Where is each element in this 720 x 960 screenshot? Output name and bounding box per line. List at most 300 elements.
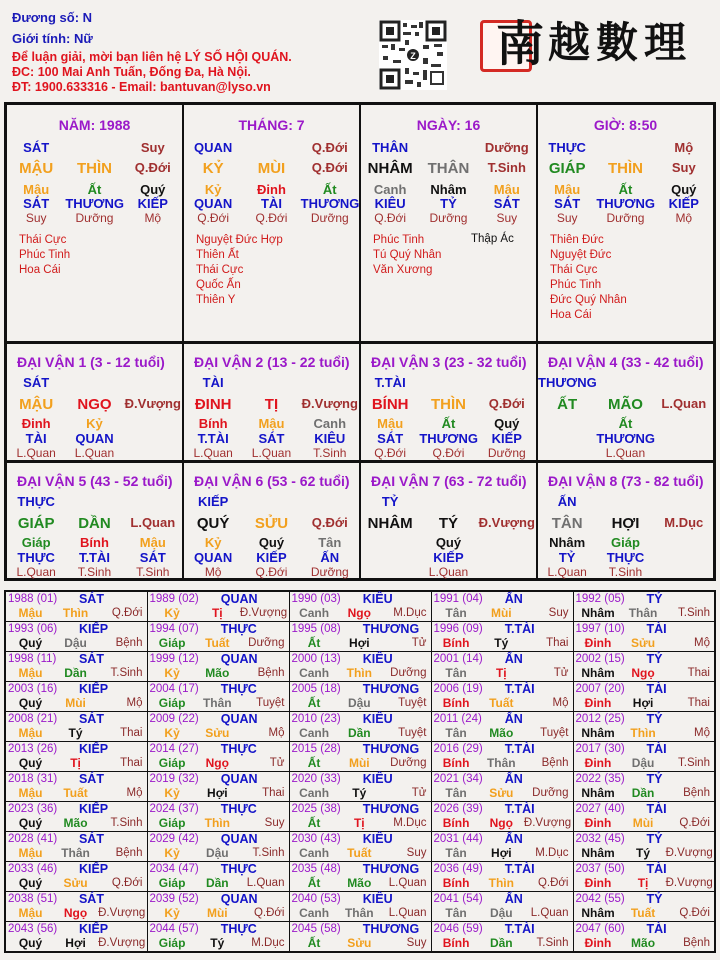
year-line-2: [150, 726, 287, 741]
year-cell[interactable]: [431, 622, 573, 652]
year-line-1: [150, 892, 287, 906]
year-line-1: [292, 682, 429, 696]
earthly-branch: Tý: [494, 636, 509, 650]
heavenly-stem: Bính: [442, 816, 470, 830]
hidden-stem: Giáp: [611, 535, 640, 550]
ten-god: TÀI: [646, 682, 667, 696]
hidden-phase: Suy: [496, 211, 518, 225]
year-cell[interactable]: [147, 862, 289, 892]
hidden-phase-row: [538, 565, 713, 579]
qr-code-icon[interactable]: [379, 20, 447, 90]
year-cell[interactable]: [573, 802, 715, 832]
earthly-branch: Tị: [211, 606, 223, 620]
hidden-phase: Mộ: [675, 211, 693, 225]
hidden-god: SÁT: [139, 550, 166, 565]
god-phase: Q.Đới: [311, 140, 348, 155]
year-row: [5, 742, 715, 772]
year-label: 1991 (04): [433, 593, 483, 605]
year-cell[interactable]: [5, 772, 147, 802]
auspicious-stars: [550, 233, 627, 323]
hidden-god: T.TÀI: [78, 550, 110, 565]
hidden-phase: Dưỡng: [429, 211, 468, 225]
year-line-1: [150, 772, 287, 786]
ten-god: KIẾP: [197, 494, 229, 509]
life-phase: Dưỡng: [532, 787, 569, 799]
life-phase: Thai: [262, 787, 285, 799]
year-cell[interactable]: [289, 862, 431, 892]
earthly-branch: Ngọ: [63, 906, 88, 920]
year-line-2: [8, 936, 145, 951]
year-cell[interactable]: [147, 802, 289, 832]
year-cell[interactable]: [573, 922, 715, 953]
hidden-god-row: [184, 196, 359, 211]
auspicious-stars: [19, 233, 70, 278]
hidden-phase: Q.Đới: [432, 446, 465, 460]
star-item: Thiên Ất: [196, 249, 239, 261]
heavenly-stem: Đinh: [584, 816, 612, 830]
contact-phone-email[interactable]: ĐT: 1900.633316 - Email: bantuvan@lyso.vn: [12, 80, 271, 94]
ten-god: KIẾP: [78, 622, 109, 636]
life-phase: Suy: [548, 607, 569, 619]
year-cell[interactable]: [431, 682, 573, 712]
hidden-stem-row: [538, 535, 713, 550]
hidden-stem: Mậu: [139, 535, 166, 550]
life-phase: Q.Đới: [111, 877, 143, 889]
year-cell[interactable]: [573, 862, 715, 892]
year-cell[interactable]: [5, 862, 147, 892]
year-label: 2006 (19): [433, 683, 483, 695]
year-line-2: [576, 756, 713, 771]
year-label: 2017 (30): [575, 743, 625, 755]
star-item: Hoa Cái: [550, 309, 592, 321]
year-line-1: [434, 652, 571, 666]
hidden-god-row: [184, 431, 359, 446]
hidden-god-row: [538, 196, 713, 211]
year-cell[interactable]: [289, 622, 431, 652]
hidden-god: KIẾP: [668, 196, 699, 211]
life-phase: Đ.Vượng: [124, 396, 181, 411]
year-line-1: [576, 922, 713, 936]
earthly-branch: Sửu: [63, 876, 88, 890]
header: [0, 0, 720, 100]
year-cell[interactable]: [147, 832, 289, 862]
year-label: 1998 (11): [8, 653, 57, 665]
year-line-2: [8, 756, 145, 771]
hidden-stem: Tân: [318, 535, 342, 550]
year-line-1: [8, 682, 145, 696]
hidden-stem-row: [361, 416, 536, 431]
heavenly-stem: Bính: [442, 696, 470, 710]
year-label: 2027 (40): [575, 803, 625, 815]
four-pillars-grid: [4, 102, 716, 344]
ten-god: KIẾP: [78, 922, 109, 936]
hidden-phase: Dưỡng: [487, 446, 526, 460]
year-line-2: [434, 786, 571, 801]
dv-god-row: [7, 375, 182, 390]
life-phase: Thai: [546, 637, 569, 649]
hidden-phase-row: [538, 211, 713, 225]
year-cell[interactable]: [431, 862, 573, 892]
year-cell[interactable]: [573, 742, 715, 772]
year-cell[interactable]: [147, 742, 289, 772]
pillar-3: [538, 105, 713, 341]
year-label: 2039 (52): [149, 893, 199, 905]
ten-god: THỰC: [220, 622, 257, 636]
life-phase: L.Quan: [661, 396, 707, 411]
year-cell[interactable]: [289, 922, 431, 953]
hidden-god: THƯƠNG: [596, 431, 656, 446]
ten-god: T.TÀI: [504, 742, 535, 756]
dv-stem-branch-row: [538, 515, 713, 532]
hidden-god: KIẾP: [256, 550, 287, 565]
year-label: 2045 (58): [291, 923, 341, 935]
year-line-1: [8, 592, 145, 606]
year-cell[interactable]: [147, 772, 289, 802]
year-label: 1994 (07): [149, 623, 199, 635]
year-cell[interactable]: [5, 652, 147, 682]
earthly-branch: Tuất: [63, 786, 88, 800]
hidden-phase: Suy: [556, 211, 578, 225]
year-cell[interactable]: [431, 892, 573, 922]
life-phase: Q.Đới: [134, 160, 171, 175]
year-cell[interactable]: [431, 772, 573, 802]
ten-god: THƯƠNG: [362, 922, 420, 936]
ten-god: T.TÀI: [374, 375, 406, 390]
heavenly-stem: Ất: [307, 816, 321, 830]
year-line-1: [150, 682, 287, 696]
year-cell[interactable]: [147, 652, 289, 682]
ten-god: QUAN: [220, 652, 258, 666]
life-phase: L.Quan: [130, 515, 176, 530]
year-label: 2046 (59): [433, 923, 483, 935]
heavenly-stem: Nhâm: [581, 846, 615, 860]
spacer: [538, 446, 596, 460]
year-cell[interactable]: [289, 652, 431, 682]
year-line-2: [8, 696, 145, 711]
svg-text:Z: Z: [410, 51, 416, 61]
year-line-2: [150, 816, 287, 831]
year-line-2: [8, 876, 145, 891]
hidden-phase-row: [7, 446, 182, 460]
year-line-2: [434, 936, 571, 951]
bad-star-item: Thập Ác: [471, 233, 514, 245]
dai-van-title: ĐẠI VẬN 6 (53 - 62 tuổi): [194, 473, 350, 489]
year-label: 2030 (43): [291, 833, 341, 845]
year-label: 2040 (53): [291, 893, 341, 905]
dv-stem-branch-row: [184, 515, 359, 532]
dai-van-1[interactable]: [7, 344, 184, 460]
hidden-phase-row: [361, 211, 536, 225]
year-cell[interactable]: [147, 892, 289, 922]
earthly-branch: Tý: [636, 846, 651, 860]
year-label: 2023 (36): [8, 803, 58, 815]
earthly-branch: THÌN: [430, 396, 466, 413]
year-cell[interactable]: [5, 742, 147, 772]
life-phase: Suy: [671, 160, 696, 175]
year-line-2: [8, 816, 145, 831]
heavenly-stem: NHÂM: [367, 160, 413, 177]
year-cell[interactable]: [5, 922, 147, 953]
year-line-1: [576, 892, 713, 906]
heavenly-stem: Tân: [445, 666, 467, 680]
inauspicious-stars: [471, 233, 514, 245]
year-line-2: [150, 636, 287, 651]
life-phase: Suy: [406, 847, 427, 859]
earthly-branch: Tuất: [489, 696, 514, 710]
year-line-1: [150, 922, 287, 936]
hidden-stem: Mậu: [554, 182, 581, 197]
earthly-branch: Sửu: [347, 936, 372, 950]
year-cell[interactable]: [573, 832, 715, 862]
year-cell[interactable]: [573, 591, 715, 622]
ten-god: QUAN: [220, 892, 258, 906]
hidden-god-row: [7, 196, 182, 211]
ten-god: QUAN: [220, 832, 258, 846]
gender: Giới tính: Nữ: [12, 31, 93, 46]
year-cell[interactable]: [5, 892, 147, 922]
dai-van-8[interactable]: [538, 463, 713, 578]
hidden-stem: Mậu: [23, 182, 50, 197]
dv-god-row: [538, 375, 713, 390]
year-cell[interactable]: [5, 802, 147, 832]
star-item: Quốc Ấn: [196, 279, 241, 291]
heavenly-stem: Mậu: [18, 906, 43, 920]
heavenly-stem: Giáp: [158, 876, 186, 890]
year-line-2: [434, 606, 571, 621]
year-cell[interactable]: [289, 682, 431, 712]
ten-god: T.TÀI: [504, 682, 535, 696]
hidden-stem-row: [361, 535, 536, 550]
year-row: [5, 652, 715, 682]
star-item: Phúc Tinh: [550, 279, 602, 291]
dai-van-4[interactable]: [538, 344, 713, 460]
year-cell[interactable]: [431, 591, 573, 622]
ten-god: TÀI: [646, 622, 667, 636]
year-cell[interactable]: [431, 652, 573, 682]
earthly-branch: Tuất: [347, 846, 372, 860]
heavenly-stem: Nhâm: [581, 666, 615, 680]
hidden-phase: Suy: [25, 211, 47, 225]
year-cell[interactable]: [5, 622, 147, 652]
year-label: 2005 (18): [291, 683, 341, 695]
heavenly-stem: Kỷ: [164, 906, 180, 920]
year-cell[interactable]: [573, 652, 715, 682]
ten-god: T.TÀI: [504, 622, 535, 636]
earthly-branch: HỢI: [611, 515, 640, 532]
ten-god: QUAN: [220, 772, 258, 786]
year-label: 2003 (16): [8, 683, 58, 695]
ten-god: TÀI: [646, 802, 667, 816]
dai-van-2[interactable]: [184, 344, 361, 460]
year-cell[interactable]: [147, 622, 289, 652]
heavenly-stem: Nhâm: [581, 906, 615, 920]
ten-god: T.TÀI: [504, 802, 535, 816]
heavenly-stem: NHÂM: [367, 515, 413, 532]
dai-van-6[interactable]: [184, 463, 361, 578]
hidden-stem: Quý: [671, 182, 697, 197]
hidden-stem-row: [538, 416, 713, 431]
year-line-1: [434, 772, 571, 786]
life-phase: Mộ: [693, 637, 710, 649]
hidden-stem: Kỷ: [204, 182, 222, 197]
year-cell[interactable]: [289, 712, 431, 742]
auspicious-stars: [373, 233, 441, 278]
earthly-branch: Dậu: [347, 696, 371, 710]
year-cell[interactable]: [5, 712, 147, 742]
life-phase: Đ.Vượng: [301, 396, 358, 411]
ten-god: TỶ: [646, 772, 663, 786]
spacer: [596, 140, 654, 155]
year-cell[interactable]: [147, 591, 289, 622]
life-phase: Tuyệt: [398, 697, 427, 709]
year-line-2: [434, 846, 571, 861]
year-line-2: [150, 696, 287, 711]
life-phase: Mộ: [268, 727, 285, 739]
hidden-stem: Quý: [140, 182, 166, 197]
year-label: 2033 (46): [8, 863, 58, 875]
heavenly-stem: Giáp: [158, 696, 186, 710]
year-cell[interactable]: [431, 742, 573, 772]
year-line-1: [434, 712, 571, 726]
ten-god: SÁT: [78, 592, 104, 606]
year-line-2: [150, 846, 287, 861]
earthly-branch: Dậu: [205, 846, 229, 860]
earthly-branch: NGỌ: [77, 396, 112, 413]
hidden-stem: Mậu: [377, 416, 404, 431]
hidden-phase: L.Quan: [193, 446, 233, 460]
life-phase: Bệnh: [683, 937, 710, 949]
brand-logo-text: 越數理: [548, 18, 693, 67]
earthly-branch: MÃO: [607, 396, 643, 413]
hidden-god: SÁT: [493, 196, 520, 211]
year-label: 1995 (08): [291, 623, 341, 635]
heavenly-stem: Đinh: [584, 696, 612, 710]
dai-van-5[interactable]: [7, 463, 184, 578]
star-item: Thái Cực: [19, 234, 67, 246]
earthly-branch: Dậu: [631, 756, 655, 770]
year-cell[interactable]: [289, 591, 431, 622]
year-line-1: [576, 742, 713, 756]
life-phase: Thai: [687, 697, 710, 709]
year-line-1: [8, 622, 145, 636]
hidden-god: THƯƠNG: [65, 196, 125, 211]
ten-god: SÁT: [78, 652, 104, 666]
hidden-god-row: [7, 550, 182, 565]
hidden-god-row: [361, 196, 536, 211]
hidden-god-row: [538, 550, 713, 565]
dv-god-row: [361, 494, 536, 509]
year-label: 2020 (33): [291, 773, 341, 785]
life-phase: Q.Đới: [311, 160, 348, 175]
life-phase: Q.Đới: [488, 396, 525, 411]
year-line-2: [434, 816, 571, 831]
hidden-phase-row: [184, 211, 359, 225]
year-cell[interactable]: [431, 832, 573, 862]
year-line-2: [434, 636, 571, 651]
dai-van-title: ĐẠI VẬN 1 (3 - 12 tuổi): [17, 354, 165, 370]
year-cell[interactable]: [573, 622, 715, 652]
year-label: 1989 (02): [149, 593, 199, 605]
heavenly-stem: GIÁP: [17, 515, 55, 532]
year-label: 2002 (15): [575, 653, 625, 665]
year-cell[interactable]: [5, 832, 147, 862]
year-line-2: [576, 666, 713, 681]
pillar-stem-branch-row: [184, 160, 359, 177]
life-phase: M.Dục: [393, 817, 427, 829]
year-line-2: [150, 906, 287, 921]
year-cell[interactable]: [573, 712, 715, 742]
year-cell[interactable]: [289, 772, 431, 802]
year-cell[interactable]: [147, 682, 289, 712]
life-phase: M.Dục: [535, 847, 569, 859]
hidden-phase: Q.Đới: [255, 211, 288, 225]
year-cell[interactable]: [431, 712, 573, 742]
year-line-1: [292, 652, 429, 666]
dai-van-title: ĐẠI VẬN 7 (63 - 72 tuổi): [371, 473, 527, 489]
year-cell[interactable]: [573, 772, 715, 802]
earthly-branch: Dần: [631, 786, 655, 800]
year-cell[interactable]: [431, 802, 573, 832]
year-label: 2021 (34): [433, 773, 483, 785]
year-cell[interactable]: [289, 802, 431, 832]
earthly-branch: Hợi: [207, 786, 228, 800]
year-cell[interactable]: [573, 892, 715, 922]
year-cell[interactable]: [289, 892, 431, 922]
year-line-2: [576, 726, 713, 741]
year-line-1: [8, 802, 145, 816]
heavenly-stem: Kỷ: [164, 666, 180, 680]
year-cell[interactable]: [5, 591, 147, 622]
year-cell[interactable]: [147, 712, 289, 742]
earthly-branch: Sửu: [631, 636, 656, 650]
earthly-branch: Thân: [628, 606, 658, 620]
year-line-1: [150, 862, 287, 876]
year-row: [5, 802, 715, 832]
earthly-branch: Tị: [637, 876, 649, 890]
life-phase: L.Quan: [388, 877, 427, 889]
year-cell[interactable]: [147, 922, 289, 953]
heavenly-stem: Đinh: [584, 876, 612, 890]
year-cell[interactable]: [289, 832, 431, 862]
year-cell[interactable]: [5, 682, 147, 712]
dai-van-7[interactable]: [361, 463, 538, 578]
year-cell[interactable]: [431, 922, 573, 953]
pillar-title: THÁNG: 7: [238, 117, 305, 133]
year-label: 1988 (01): [8, 593, 58, 605]
hidden-god: THỰC: [606, 550, 645, 565]
life-phase: Mộ: [126, 787, 143, 799]
heavenly-stem: ẤT: [557, 396, 578, 413]
heavenly-stem: Quý: [18, 816, 43, 830]
year-cell[interactable]: [573, 682, 715, 712]
year-label: 2047 (60): [575, 923, 625, 935]
year-line-2: [150, 936, 287, 951]
earthly-branch: Tị: [70, 756, 81, 770]
year-line-1: [576, 592, 713, 606]
heavenly-stem: KỶ: [202, 160, 224, 177]
year-line-2: [8, 666, 145, 681]
ten-god: THƯƠNG: [362, 682, 420, 696]
ten-god: THỰC: [220, 682, 257, 696]
heavenly-stem: Ất: [307, 636, 321, 650]
year-label: 2032 (45): [575, 833, 625, 845]
year-label: 2041 (54): [433, 893, 483, 905]
dai-van-3[interactable]: [361, 344, 538, 460]
hidden-stem: Ất: [618, 416, 633, 431]
year-line-2: [292, 606, 429, 621]
life-phase: T.Sinh: [110, 817, 143, 829]
year-cell[interactable]: [289, 742, 431, 772]
